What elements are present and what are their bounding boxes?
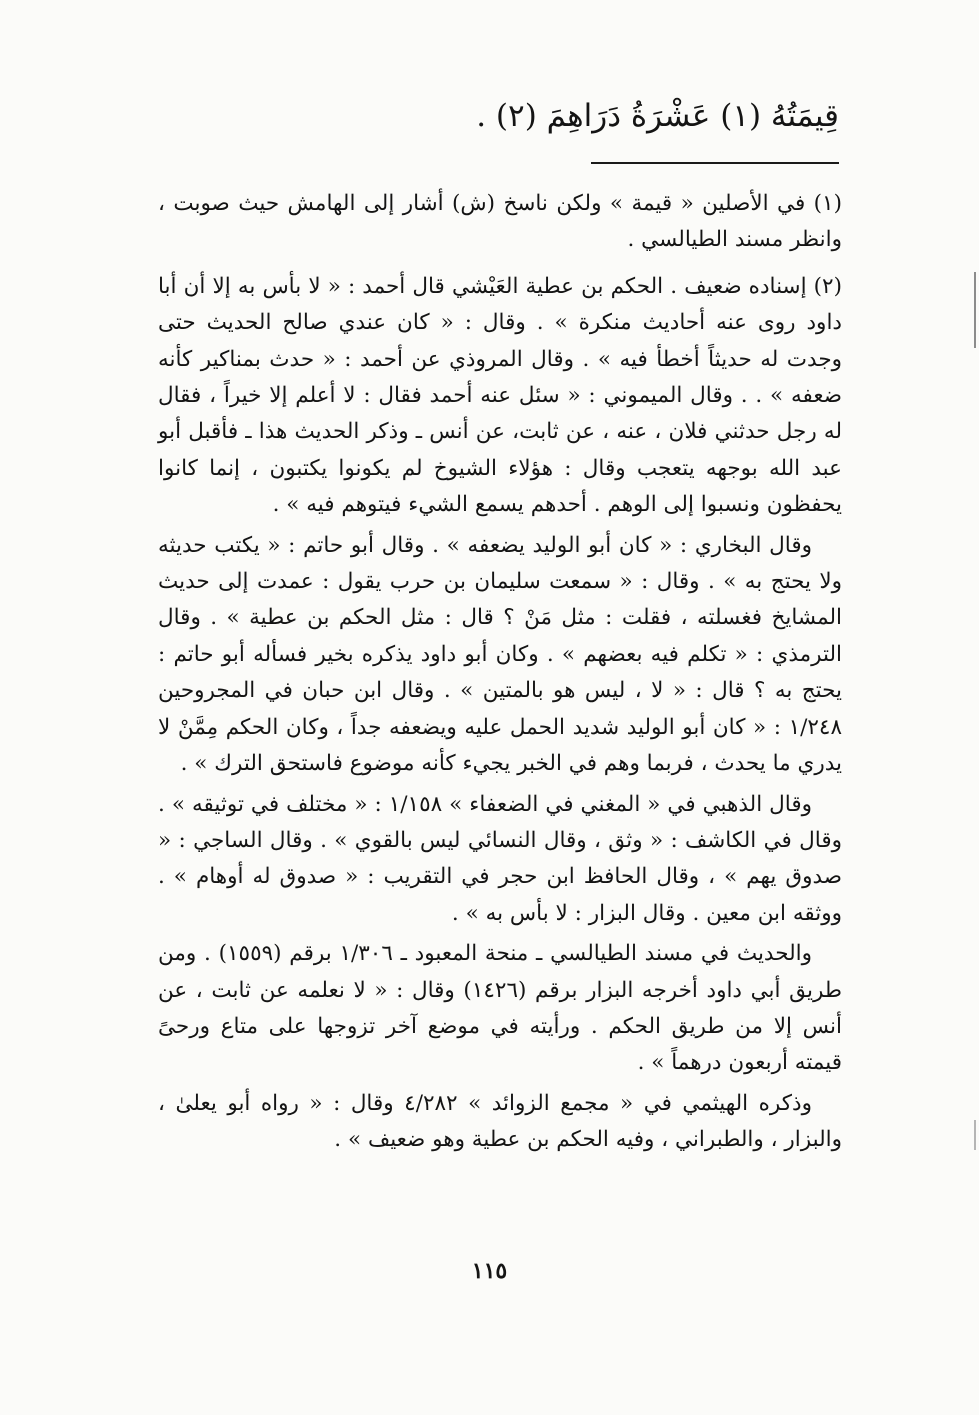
footnote-divider [591,162,839,164]
footnote-2-paragraph-3: وقال الذهبي في « المغني في الضعفاء » ١/١٥٨ : « مختلف في توثيقه » . وقال في الكاشف : « وثق ، وقال النسائي ليس بالقوي » . وقال الساجي : « صدوق يهم » ، وقال الحافظ ابن حجر في التقريب : « صدوق له أوهام » . ووثقه ابن معين . وقال البزار : لا بأس به » . [158,791,842,926]
footnote-2: (٢) إسناده ضعيف . الحكم بن عطية العَيْشي قال أحمد : « لا بأس به إلا أن أبا داود روى عنه أحاديث منكرة » . وقال : « كان عندي صالح الحديث حتى وجدت له حديثاً أخطأ فيه » . وقال المروذي عن أحمد : « حدث بمناكير كأنه ضعفه » . . وقال الميموني : « سئل عنه أحمد فقال : لا أعلم إلا خيراً ، فقال له رجل حدثني فلان ، عنه ، عن ثابت، عن أنس ـ وذكر الحديث هذا ـ فأقبل أبو عبد الله بوجهه يتعجب وقال : هؤلاء الشيوخ لم يكونوا يكتبون ، إنما كانوا يحفظون ونسبوا إلى الوهم . أحدهم يسمع الشيء فيتوهم فيه » . [158,273,842,518]
footnote-1: (١) في الأصلين « قيمة » ولكن ناسخ (ش) أشار إلى الهامش حيث صوبت ، وانظر مسند الطيالسي . [158,191,842,253]
page-number: ١١٥ [471,1258,508,1284]
footnote-2-paragraph-5: وذكره الهيثمي في « مجمع الزوائد » ٤/٢٨٢ وقال : « رواه أبو يعلىٰ ، والبزار ، والطبراني ، وفيه الحكم بن عطية وهو ضعيف » . [158,1090,842,1153]
scan-edge-mark-lower [974,1120,976,1150]
footnote-2-paragraph-2: وقال البخاري : « كان أبو الوليد يضعفه » . وقال أبو حاتم : « يكتب حديثه ولا يحتج به » . وقال : « سمعت سليمان بن حرب يقول : عمدت إلى حديث المشايخ فغسلته ، فقلت : مثل مَنْ ؟ قال : مثل الحكم بن عطية » . وقال الترمذي : « تكلم فيه بعضهم » . وكان أبو داود يذكره بخير فسأله أبو حاتم : يحتج به ؟ قال : « لا ، ليس هو بالمتين » . وقال ابن حبان في المجروحين ١/٢٤٨ : « كان أبو الوليد شديد الحمل عليه ويضعفه جداً ، وكان الحكم مِمَّنْ لا يدري ما يحدث ، فربما وهم في الخبر يجيء كأنه موضوع فاستحق الترك » . [158,532,842,777]
main-text-line: قِيمَتُهُ (١) عَشْرَةُ دَرَاهِمَ (٢) . [476,98,839,134]
footnote-2-paragraph-4: والحديث في مسند الطيالسي ـ منحة المعبود ـ ١/٣٠٦ برقم (١٥٥٩) . ومن طريق أبي داود أخرجه البزار برقم (١٤٢٦) وقال : « لا نعلمه عن ثابت ، عن أنس إلا من طريق الحكم . ورأيته في موضع آخر تزوجها على متاع ورحىً قيمته أربعون درهماً » . [158,941,842,1076]
scan-edge-mark [974,272,976,348]
footnotes-section [158,186,842,1163]
